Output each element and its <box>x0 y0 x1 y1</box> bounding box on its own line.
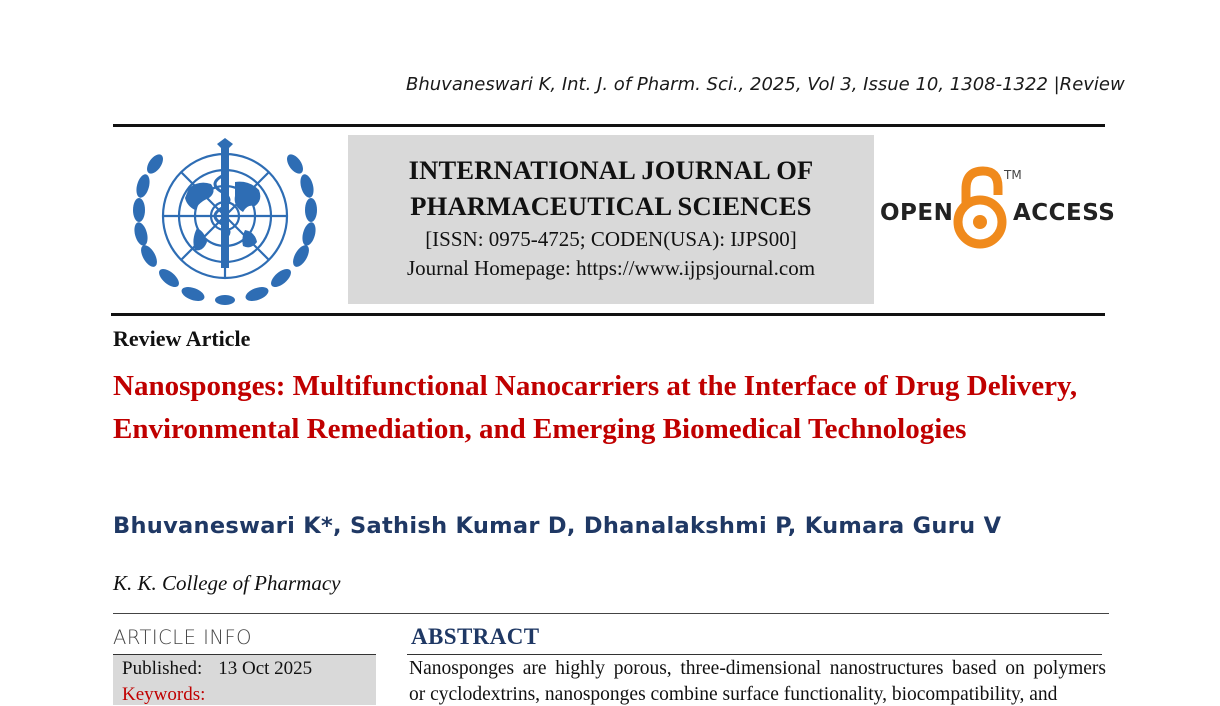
published-row <box>122 658 312 680</box>
section-divider <box>113 613 1109 614</box>
published-date: 13 Oct 2025 <box>218 658 313 679</box>
globe-emblem-icon <box>127 136 327 308</box>
header-rule-bottom <box>111 313 1105 316</box>
article-title: Nanosponges: Multifunctional Nanocarriers at the Interface of Drug Delivery, Environmental Remediation, and Emerging Biomedical Technologies <box>113 370 1078 445</box>
article-info-heading: ARTICLE INFO <box>113 626 253 649</box>
published-label: Published: <box>122 658 203 679</box>
open-access-open-text: OPEN <box>880 200 954 226</box>
running-header: Bhuvaneswari K, Int. J. of Pharm. Sci., 2025, Vol 3, Issue 10, 1308-1322 |Review <box>406 74 1125 95</box>
journal-name-line1: INTERNATIONAL JOURNAL OF <box>408 155 814 185</box>
keywords-label: Keywords: <box>122 684 206 705</box>
journal-homepage: Journal Homepage: https://www.ijpsjournal.com <box>406 256 816 280</box>
journal-name <box>348 152 874 224</box>
issn-coden: [ISSN: 0975-4725; CODEN(USA): IJPS00] <box>425 227 797 251</box>
abstract-heading: ABSTRACT <box>411 624 540 649</box>
journal-name-line2: PHARMACEUTICAL SCIENCES <box>410 191 812 221</box>
abstract-text-line: or cyclodextrins, nanosponges combine surface functionality, biocompatibility, and <box>409 684 1058 705</box>
trademark-mark: TM <box>1004 168 1022 182</box>
abstract-text-line: Nanosponges are highly porous, three-dimensional nanostructures based on polymers <box>409 658 1106 679</box>
open-access-access-text: ACCESS <box>1013 200 1116 226</box>
abstract-rule <box>407 654 1102 655</box>
header-rule-top <box>113 124 1105 127</box>
author-affiliation: K. K. College of Pharmacy <box>113 571 341 595</box>
author-list: Bhuvaneswari K*, Sathish Kumar D, Dhanalakshmi P, Kumara Guru V <box>113 513 1002 539</box>
journal-masthead <box>348 135 874 304</box>
article-type: Review Article <box>113 326 251 351</box>
